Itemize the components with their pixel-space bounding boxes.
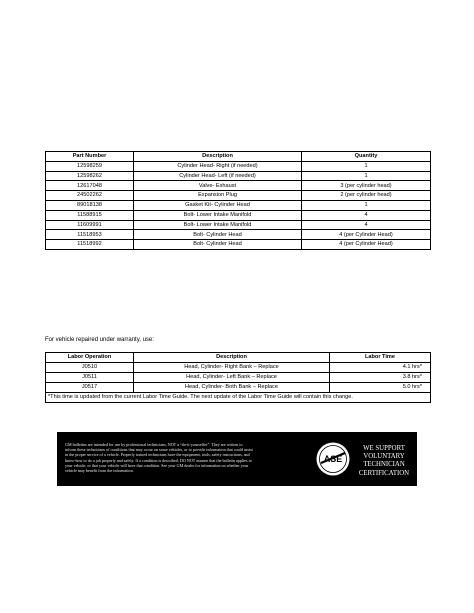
- disclaimer-line: vehicle may benefit from the information.: [65, 468, 134, 474]
- table-row: [46, 210, 431, 220]
- table-row: [46, 181, 431, 191]
- quantity-cell: 2 (per cylinder head): [302, 191, 431, 201]
- ase-logo-text: ASE: [323, 454, 343, 464]
- description-cell: Cylinder Head- Right (if needed): [134, 161, 302, 171]
- part-number-cell: 11518953: [46, 230, 134, 240]
- description-cell: Cylinder Head- Left (if needed): [134, 171, 302, 181]
- quantity-cell: 3 (per cylinder head): [302, 181, 431, 191]
- labor-operation-cell: J0517: [46, 383, 134, 393]
- table-row: [46, 240, 431, 250]
- description-cell: Bolt- Cylinder Head: [134, 240, 302, 250]
- labor-time-cell: 3.8 hrs*: [330, 373, 431, 383]
- part-number-cell: 89018138: [46, 200, 134, 210]
- disclaimer-line: GM bulletins are intended for use by professional technicians, NOT a “do-it-yourselfer”. They are written to: [65, 442, 243, 447]
- labor-operation-cell: J0510: [46, 363, 134, 373]
- technician-certification-text: [355, 445, 413, 478]
- footnote-row: [46, 393, 431, 403]
- column-header-quantity: Quantity: [302, 152, 431, 162]
- quantity-cell: 1: [302, 161, 431, 171]
- part-number-cell: 11609991: [46, 220, 134, 230]
- description-cell: Expansion Plug: [134, 191, 302, 201]
- part-number-cell: 24502262: [46, 191, 134, 201]
- parts-table-header-row: [46, 152, 431, 162]
- column-header-part-number: Part Number: [46, 152, 134, 162]
- parts-table: [45, 151, 431, 250]
- quantity-cell: 4 (per Cylinder Head): [302, 240, 431, 250]
- table-row: [46, 161, 431, 171]
- disclaimer-line: inform these technicians of conditions that may occur on some vehicles, or to provide information that could assist: [65, 447, 253, 453]
- support-line: TECHNICIAN: [363, 461, 405, 469]
- description-cell: Head, Cylinder- Both Bank – Replace: [134, 383, 330, 393]
- quantity-cell: 4: [302, 210, 431, 220]
- column-header-labor-time: Labor Time: [330, 353, 431, 363]
- description-cell: Gasket Kit- Cylinder Head: [134, 200, 302, 210]
- warranty-intro-text: For vehicle repaired under warranty, use:: [45, 337, 154, 343]
- ase-logo-icon: [315, 441, 351, 477]
- table-row: [46, 363, 431, 373]
- description-cell: Valve- Exhaust: [134, 181, 302, 191]
- support-line: WE SUPPORT: [363, 445, 405, 452]
- labor-table: [45, 352, 431, 403]
- description-cell: Bolt- Lower Intake Manifold: [134, 220, 302, 230]
- part-number-cell: 11588915: [46, 210, 134, 220]
- table-row: [46, 220, 431, 230]
- labor-table-header-row: [46, 353, 431, 363]
- table-row: [46, 230, 431, 240]
- description-cell: Head, Cylinder- Right Bank – Replace: [134, 363, 330, 373]
- support-line: CERTIFICATION: [358, 469, 410, 477]
- support-line: VOLUNTARY: [363, 453, 405, 461]
- labor-time-footnote: *This time is updated from the current Labor Time Guide. The next update of the Labor Time Guide will contain this change.: [46, 393, 431, 403]
- disclaimer-text: [65, 442, 303, 473]
- quantity-cell: 4 (per Cylinder Head): [302, 230, 431, 240]
- part-number-cell: 11518992: [46, 240, 134, 250]
- column-header-description: Description: [134, 353, 330, 363]
- table-row: [46, 200, 431, 210]
- quantity-cell: 1: [302, 200, 431, 210]
- description-cell: Head, Cylinder- Left Bank – Replace: [134, 373, 330, 383]
- service-bulletin-disclaimer-banner: [57, 432, 417, 486]
- labor-operation-cell: J0511: [46, 373, 134, 383]
- description-cell: Bolt- Cylinder Head: [134, 230, 302, 240]
- table-row: [46, 191, 431, 201]
- column-header-description: Description: [134, 152, 302, 162]
- part-number-cell: 12598262: [46, 171, 134, 181]
- part-number-cell: 12617048: [46, 181, 134, 191]
- table-row: [46, 373, 431, 383]
- table-row: [46, 383, 431, 393]
- description-cell: Bolt- Lower Intake Manifold: [134, 210, 302, 220]
- quantity-cell: 1: [302, 171, 431, 181]
- part-number-cell: 12598259: [46, 161, 134, 171]
- column-header-labor-operation: Labor Operation: [46, 353, 134, 363]
- labor-time-cell: 5.0 hrs*: [330, 383, 431, 393]
- disclaimer-line: in the proper service of a vehicle. Properly trained technicians have the equipment, tools, safety instructions, and: [65, 452, 250, 458]
- disclaimer-line: know-how to do a job properly and safely. If a condition is described, DO NOT assume that the bulletin applies to: [65, 457, 252, 463]
- table-row: [46, 171, 431, 181]
- disclaimer-line: your vehicle, or that your vehicle will have that condition. See your GM dealer for information on whether your: [65, 462, 249, 468]
- labor-time-cell: 4.1 hrs*: [330, 363, 431, 373]
- quantity-cell: 4: [302, 220, 431, 230]
